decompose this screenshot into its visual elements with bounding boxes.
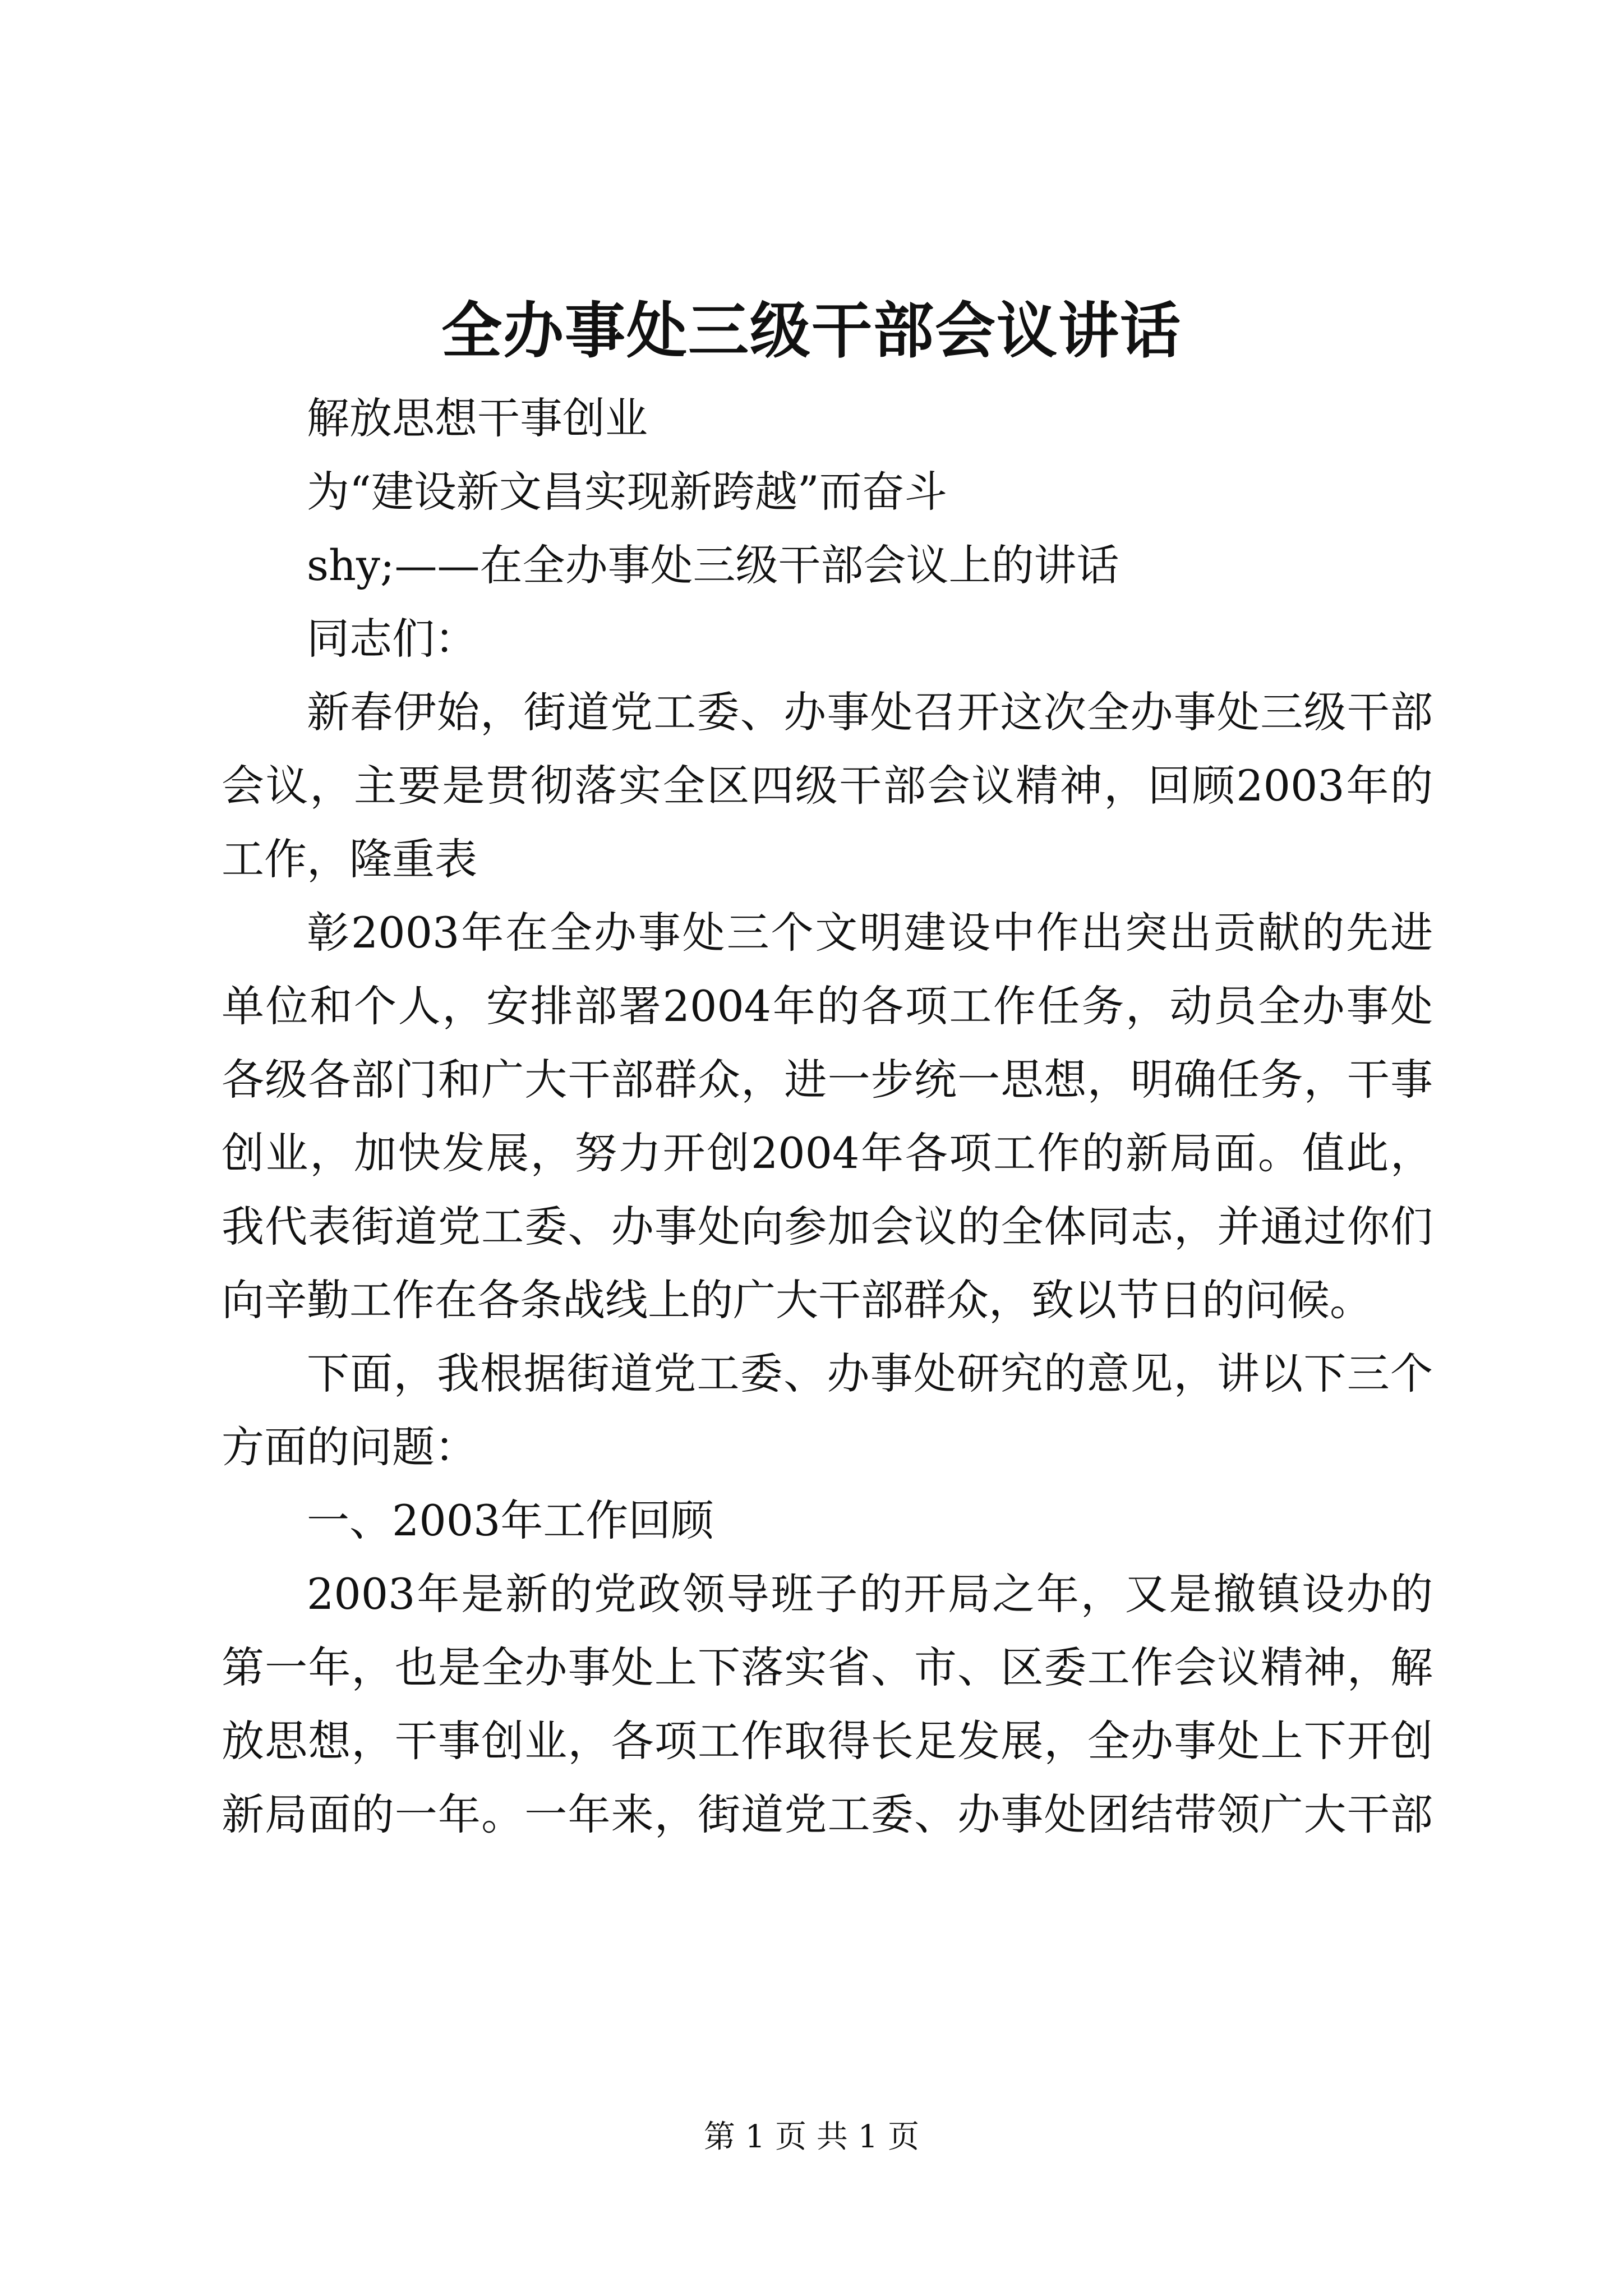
document-body — [222, 381, 1433, 1851]
body-line: 各级各部门和广大干部群众，进一步统一思想，明确任务，干事 — [222, 1055, 1433, 1105]
body-line: 解放思想干事创业 — [307, 393, 648, 443]
body-line: 放思想，干事创业，各项工作取得长足发展，全办事处上下开创 — [222, 1716, 1433, 1766]
body-line: 彰2003年在全办事处三个文明建设中作出突出贡献的先进 — [307, 908, 1433, 958]
body-line: 会议，主要是贯彻落实全区四级干部会议精神，回顾2003年的 — [222, 761, 1433, 811]
body-line: 方面的问题： — [222, 1422, 477, 1472]
body-line: 创业，加快发展，努力开创2004年各项工作的新局面。值此， — [222, 1128, 1433, 1178]
body-line: 单位和个人，安排部署2004年的各项工作任务，动员全办事处 — [222, 981, 1433, 1031]
body-line: 同志们： — [307, 614, 477, 664]
body-line: 下面，我根据街道党工委、办事处研究的意见，讲以下三个 — [307, 1349, 1433, 1398]
body-line: 一、2003年工作回顾 — [307, 1496, 714, 1545]
body-line: 为“建设新文昌实现新跨越”而奋斗 — [307, 467, 947, 517]
page-footer: 第 1 页 共 1 页 — [703, 2119, 920, 2155]
body-line: 工作，隆重表 — [222, 834, 477, 884]
body-line: shy;——在全办事处三级干部会议上的讲话 — [307, 540, 1119, 590]
body-line: 新春伊始，街道党工委、办事处召开这次全办事处三级干部 — [307, 687, 1433, 737]
document-title: 全办事处三级干部会议讲话 — [441, 296, 1182, 366]
body-line: 向辛勤工作在各条战线上的广大干部群众，致以节日的问候。 — [222, 1275, 1372, 1325]
body-line: 2003年是新的党政领导班子的开局之年，又是撤镇设办的 — [307, 1569, 1433, 1619]
body-line: 我代表街道党工委、办事处向参加会议的全体同志，并通过你们 — [222, 1202, 1433, 1251]
body-line: 新局面的一年。一年来，街道党工委、办事处团结带领广大干部 — [222, 1789, 1433, 1839]
body-line: 第一年，也是全办事处上下落实省、市、区委工作会议精神，解 — [222, 1642, 1433, 1692]
